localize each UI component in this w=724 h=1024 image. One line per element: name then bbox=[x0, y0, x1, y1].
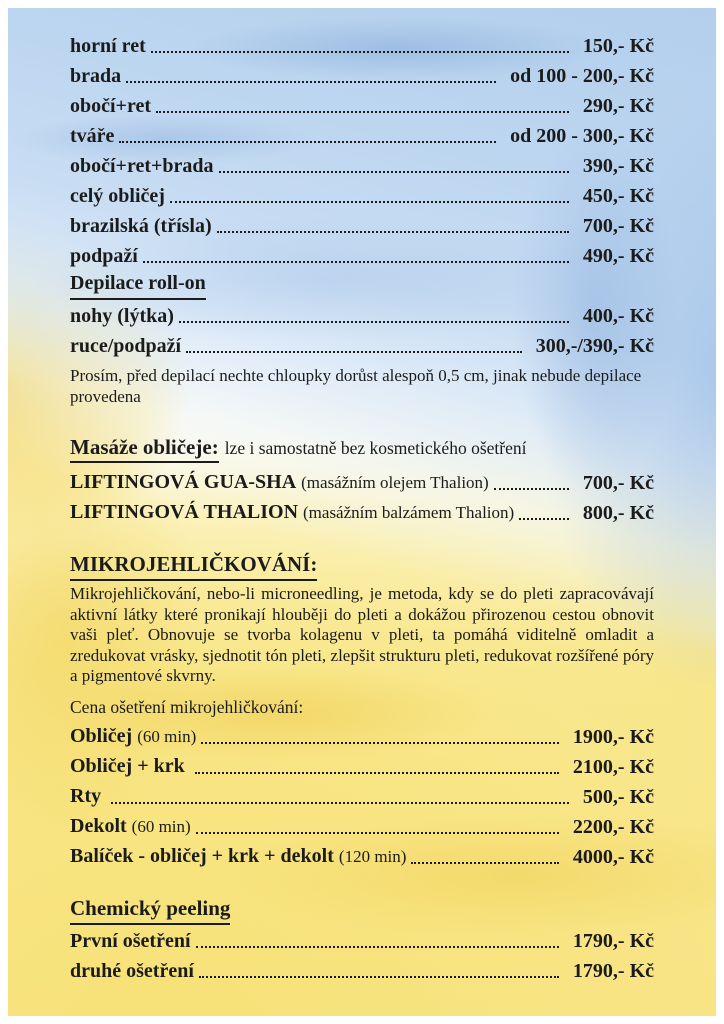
service-detail: (120 min) bbox=[338, 846, 407, 866]
service-detail: (masážním olejem Thalion) bbox=[301, 473, 489, 492]
dot-leader bbox=[494, 488, 569, 490]
service-price: 1790,- Kč bbox=[572, 929, 654, 952]
service-name: ruce/podpaží bbox=[70, 335, 182, 357]
service-price: od 100 - 200,- Kč bbox=[510, 65, 654, 87]
service-detail bbox=[185, 757, 190, 776]
service-name: Balíček - obličej + krk + dekolt (120 min) bbox=[70, 844, 407, 867]
price-row bbox=[70, 721, 654, 751]
service-name: nohy (lýtka) bbox=[70, 305, 174, 327]
service-price: 2200,- Kč bbox=[572, 815, 654, 838]
service-name: podpaží bbox=[70, 245, 138, 267]
service-name: obočí+ret bbox=[70, 95, 152, 117]
service-name: horní ret bbox=[70, 35, 146, 57]
price-row bbox=[70, 30, 654, 60]
service-price: 4000,- Kč bbox=[572, 845, 654, 868]
price-row bbox=[70, 841, 654, 871]
dot-leader bbox=[519, 518, 569, 520]
dot-leader bbox=[126, 81, 496, 83]
price-row bbox=[70, 240, 654, 270]
price-row bbox=[70, 955, 654, 985]
microneedling-description: Mikrojehličkování, nebo-li microneedling, je metoda, kdy se do pleti zapracovávají aktivní látky které pronikají hlouběji do pleti a dokážou přirozenou cestou obnovit vaši pleť. Obnovuje se tvorba kolagenu v pleti, ta pomáhá viditelně omladit a zredukovat vrásky, sjednotit tón pleti, zlepšit strukturu pleti, redukovat rozšířené póry a pigmentové skvrny. bbox=[70, 584, 654, 685]
service-price: 290,- Kč bbox=[582, 95, 654, 117]
service-name: tváře bbox=[70, 125, 115, 147]
price-row bbox=[70, 210, 654, 240]
service-price: 450,- Kč bbox=[582, 185, 654, 207]
price-row bbox=[70, 811, 654, 841]
rollon-section-heading bbox=[70, 270, 654, 300]
price-row bbox=[70, 781, 654, 811]
price-row bbox=[70, 751, 654, 781]
microneedling-price-intro: Cena ošetření mikrojehličkování: bbox=[70, 696, 304, 717]
dot-leader bbox=[217, 231, 569, 233]
massage-heading-text: Masáže obličeje: bbox=[70, 435, 219, 463]
service-detail bbox=[101, 787, 106, 806]
page-content bbox=[8, 8, 716, 1016]
price-row bbox=[70, 60, 654, 90]
dot-leader bbox=[195, 772, 559, 774]
price-row bbox=[70, 150, 654, 180]
service-price: 500,- Kč bbox=[582, 785, 654, 808]
price-row bbox=[70, 330, 654, 360]
service-detail: (masážním balzámem Thalion) bbox=[303, 503, 515, 522]
service-name: Obličej + krk bbox=[70, 752, 190, 781]
service-price: 150,- Kč bbox=[582, 35, 654, 57]
service-name: Rty bbox=[70, 782, 106, 811]
price-row bbox=[70, 467, 654, 497]
service-price: 300,-/390,- Kč bbox=[535, 335, 654, 357]
service-name: První ošetření bbox=[70, 929, 191, 952]
service-price: 700,- Kč bbox=[582, 472, 654, 494]
peeling-price-list bbox=[70, 925, 654, 985]
service-name: Obličej (60 min) bbox=[70, 724, 197, 747]
dot-leader bbox=[196, 946, 559, 948]
service-name: LIFTINGOVÁ THALION (masážním balzámem Thalion) bbox=[70, 501, 515, 523]
depilation-note: Prosím, před depilací nechte chloupky dorůst alespoň 0,5 cm, jinak nebude depilace provedena bbox=[70, 366, 642, 406]
price-row bbox=[70, 497, 654, 527]
rollon-price-list bbox=[70, 300, 654, 360]
service-name: obočí+ret+brada bbox=[70, 155, 214, 177]
dot-leader bbox=[111, 802, 569, 804]
dot-leader bbox=[201, 742, 559, 744]
service-price: 800,- Kč bbox=[582, 502, 654, 524]
service-price: od 200 - 300,- Kč bbox=[510, 125, 654, 147]
service-name: celý obličej bbox=[70, 185, 165, 207]
dot-leader bbox=[151, 51, 569, 53]
service-name: Dekolt (60 min) bbox=[70, 814, 191, 837]
service-name: brada bbox=[70, 65, 122, 87]
massage-price-list bbox=[70, 467, 654, 527]
rollon-heading-text: Depilace roll-on bbox=[70, 269, 206, 300]
microneedling-section-heading bbox=[70, 551, 654, 581]
service-name: brazilská (třísla) bbox=[70, 215, 212, 237]
depilation-price-list bbox=[70, 30, 654, 270]
service-detail: (60 min) bbox=[137, 726, 197, 746]
service-price: 2100,- Kč bbox=[572, 755, 654, 778]
service-price: 400,- Kč bbox=[582, 305, 654, 327]
service-name: druhé ošetření bbox=[70, 959, 194, 982]
massage-section-heading bbox=[70, 435, 654, 467]
dot-leader bbox=[186, 351, 522, 353]
service-price: 1790,- Kč bbox=[572, 959, 654, 982]
dot-leader bbox=[199, 976, 559, 978]
dot-leader bbox=[170, 201, 569, 203]
price-row bbox=[70, 180, 654, 210]
service-price: 1900,- Kč bbox=[572, 725, 654, 748]
price-row bbox=[70, 300, 654, 330]
price-row bbox=[70, 90, 654, 120]
peeling-section-heading bbox=[70, 891, 654, 925]
service-price: 490,- Kč bbox=[582, 245, 654, 267]
peeling-heading-text: Chemický peeling bbox=[70, 894, 230, 925]
dot-leader bbox=[119, 141, 496, 143]
service-name: LIFTINGOVÁ GUA-SHA (masážním olejem Thalion) bbox=[70, 471, 489, 493]
service-detail: (60 min) bbox=[131, 816, 191, 836]
massage-subtitle: lze i samostatně bez kosmetického ošetření bbox=[224, 438, 527, 458]
microneedling-price-list bbox=[70, 721, 654, 871]
price-row bbox=[70, 925, 654, 955]
dot-leader bbox=[179, 321, 569, 323]
microneedling-heading-text: MIKROJEHLIČKOVÁNÍ: bbox=[70, 550, 317, 581]
service-price: 390,- Kč bbox=[582, 155, 654, 177]
price-row bbox=[70, 120, 654, 150]
dot-leader bbox=[143, 261, 569, 263]
dot-leader bbox=[411, 862, 558, 864]
dot-leader bbox=[156, 111, 569, 113]
dot-leader bbox=[219, 171, 569, 173]
service-price: 700,- Kč bbox=[582, 215, 654, 237]
dot-leader bbox=[196, 832, 559, 834]
